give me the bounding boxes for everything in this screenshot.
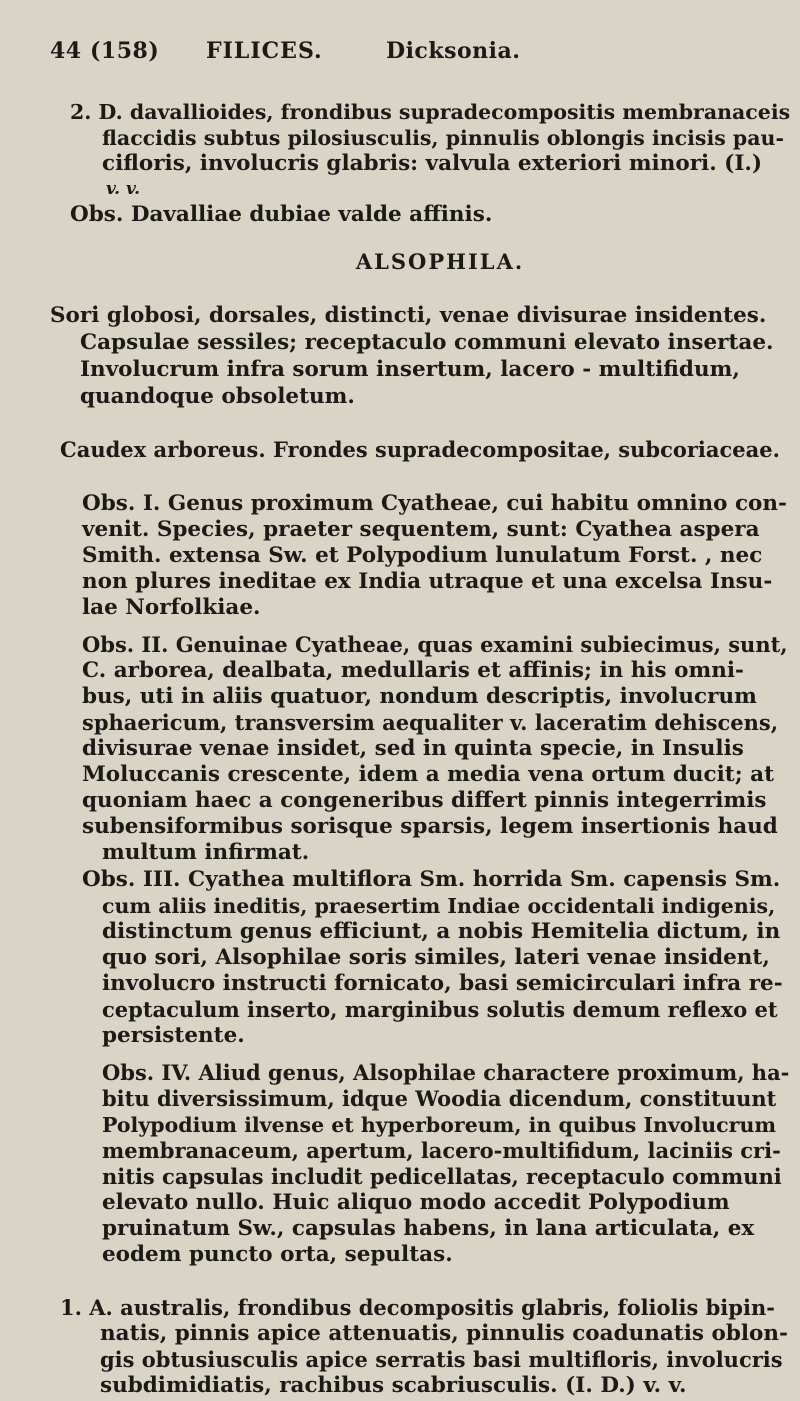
entry-line: Obs. II. Genuinae Cyatheae, quas examini subiecimus, sunt, (82, 632, 788, 657)
page-number: 44 (50, 38, 82, 64)
entry-line: flaccidis subtus pilosiusculis, pinnulis oblongis incisis pau- (102, 126, 784, 150)
entry-line: nitis capsulas includit pedicellatas, receptaculo communi (102, 1164, 782, 1189)
genus-title: Dicksonia. (386, 38, 521, 64)
entry-line: Obs. IV. Aliud genus, Alsophilae charactere proximum, ha- (102, 1060, 790, 1085)
entry-line: involucro instructi fornicato, basi semicirculari infra re- (102, 971, 783, 996)
entry-line: quo sori, Alsophilae soris similes, lateri venae insident, (102, 945, 770, 970)
entry-line: Sori globosi, dorsales, distincti, venae divisurae insidentes. (50, 303, 767, 328)
entry-line: divisurae venae insidet, sed in quinta specie, in Insulis (82, 736, 744, 761)
entry-line: pruinatum Sw., capsulas habens, in lana articulata, ex (102, 1216, 755, 1241)
entry-line: 2. D. davallioides, frondibus supradecompositis membranaceis (70, 100, 791, 124)
entry-line: lae Norfolkiae. (82, 595, 261, 620)
entry-line: membranaceum, apertum, lacero-multifidum, laciniis cri- (102, 1138, 781, 1163)
genus-heading: ALSOPHILA. (355, 249, 525, 274)
entry-line: Obs. I. Genus proximum Cyatheae, cui habitu omnino con- (82, 491, 787, 516)
entry-line: multum infirmat. (102, 840, 310, 865)
entry-line: eodem puncto orta, sepultas. (102, 1242, 453, 1267)
entry-line: natis, pinnis apice attenuatis, pinnulis coadunatis oblon- (100, 1321, 788, 1346)
entry-line: Involucrum infra sorum insertum, lacero - multifidum, (80, 357, 740, 382)
entry-line: Capsulae sessiles; receptaculo communi elevato insertae. (80, 330, 774, 355)
entry-line: distinctum genus efficiunt, a nobis Hemitelia dictum, in (102, 919, 781, 944)
entry-line: subdimidiatis, rachibus scabriusculis. (I. D.) v. v. (100, 1373, 687, 1398)
entry-line: non plures ineditae ex India utraque et una excelsa Insu- (82, 569, 773, 594)
entry-line: Smith. extensa Sw. et Polypodium lunulatum Forst. , nec (82, 543, 763, 568)
entry-line: bitu diversissimum, idque Woodia dicendum, constituunt (102, 1086, 777, 1111)
entry-line: 1. A. australis, frondibus decompositis glabris, foliolis bipin- (60, 1295, 775, 1320)
entry-line: ceptaculum inserto, marginibus solutis demum reflexo et (102, 997, 778, 1022)
entry-line: Caudex arboreus. Frondes supradecompositae, subcoriaceae. (60, 437, 780, 462)
entry-line: bus, uti in aliis quatuor, nondum descriptis, involucrum (82, 684, 757, 709)
entry-line: quoniam haec a congeneribus differt pinnis integerrimis (82, 788, 767, 813)
entry-line: venit. Species, praeter sequentem, sunt: Cyathea aspera (82, 517, 760, 542)
entry-line: elevato nullo. Huic aliquo modo accedit Polypodium (102, 1190, 730, 1215)
entry-line: Moluccanis crescente, idem a media vena ortum ducit; at (82, 762, 775, 787)
entry-line: cum aliis ineditis, praesertim Indiae occidentali indigenis, (102, 894, 776, 918)
entry-line: Polypodium ilvense et hyperboreum, in quibus Involucrum (102, 1113, 777, 1137)
entry-line: cifloris, involucris glabris: valvula exteriori minori. (I.) (102, 151, 763, 176)
entry-line: C. arborea, dealbata, medullaris et affinis; in his omni- (82, 658, 744, 683)
entry-line: gis obtusiusculis apice serratis basi multifloris, involucris (100, 1347, 783, 1372)
entry-line: quandoque obsoletum. (80, 384, 355, 409)
entry-line: persistente. (102, 1023, 245, 1048)
original-page-number: (158) (90, 38, 160, 64)
section-title: FILICES. (206, 38, 323, 64)
entry-line: Obs. Davalliae dubiae valde affinis. (70, 202, 493, 227)
entry-line: subensiformibus sorisque sparsis, legem insertionis haud (82, 814, 778, 839)
entry-line: Obs. III. Cyathea multiflora Sm. horrida Sm. capensis Sm. (82, 867, 781, 892)
entry-line: sphaericum, transversim aequaliter v. laceratim dehiscens, (82, 710, 779, 735)
entry-line: v. v. (106, 179, 141, 199)
